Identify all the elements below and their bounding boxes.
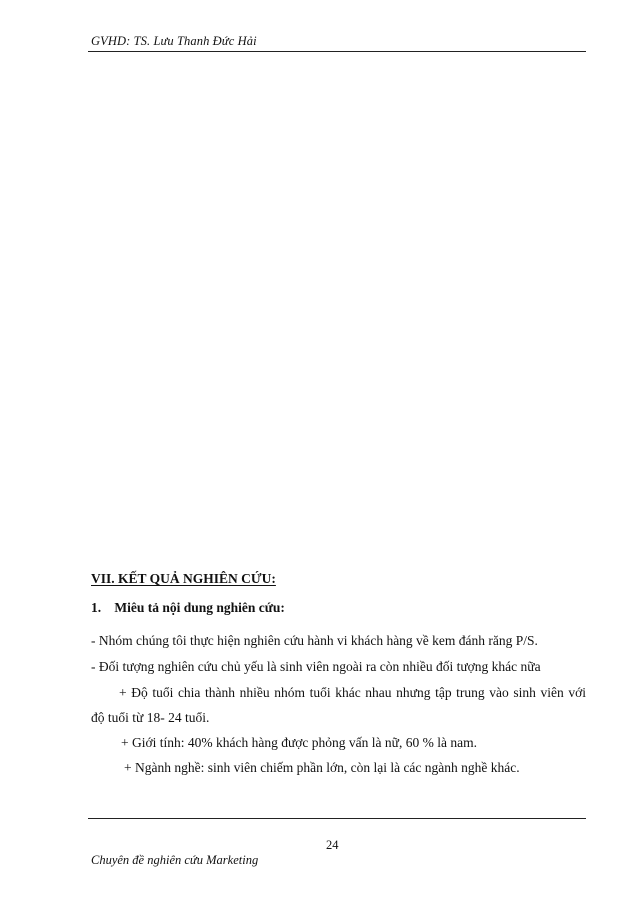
paragraph-line: + Độ tuổi chia thành nhiều nhóm tuổi khác nhau nhưng tập trung vào sinh viên với: [119, 685, 586, 700]
paragraph-line: độ tuổi từ 18- 24 tuổi.: [91, 710, 210, 725]
subsection-heading: [91, 600, 285, 616]
page-header: GVHD: TS. Lưu Thanh Đức Hải: [91, 34, 257, 48]
footer-divider: [88, 818, 586, 819]
subsection-number: 1.: [91, 600, 102, 615]
paragraph-line: - Đối tượng nghiên cứu chủ yếu là sinh viên ngoài ra còn nhiều đối tượng khác nữa: [91, 659, 541, 674]
paragraph-line: + Ngành nghề: sinh viên chiếm phần lớn, còn lại là các ngành nghề khác.: [124, 760, 520, 775]
page-number: 24: [326, 838, 339, 852]
header-divider: [88, 51, 586, 52]
subsection-title: Miêu tả nội dung nghiên cứu:: [114, 600, 285, 615]
paragraph-line: - Nhóm chúng tôi thực hiện nghiên cứu hành vi khách hàng về kem đánh răng P/S.: [91, 633, 538, 648]
page-footer: Chuyên đề nghiên cứu Marketing: [91, 853, 259, 867]
paragraph-line: + Giới tính: 40% khách hàng được phỏng vấn là nữ, 60 % là nam.: [121, 735, 477, 750]
section-title: VII. KẾT QUẢ NGHIÊN CỨU:: [91, 571, 276, 586]
